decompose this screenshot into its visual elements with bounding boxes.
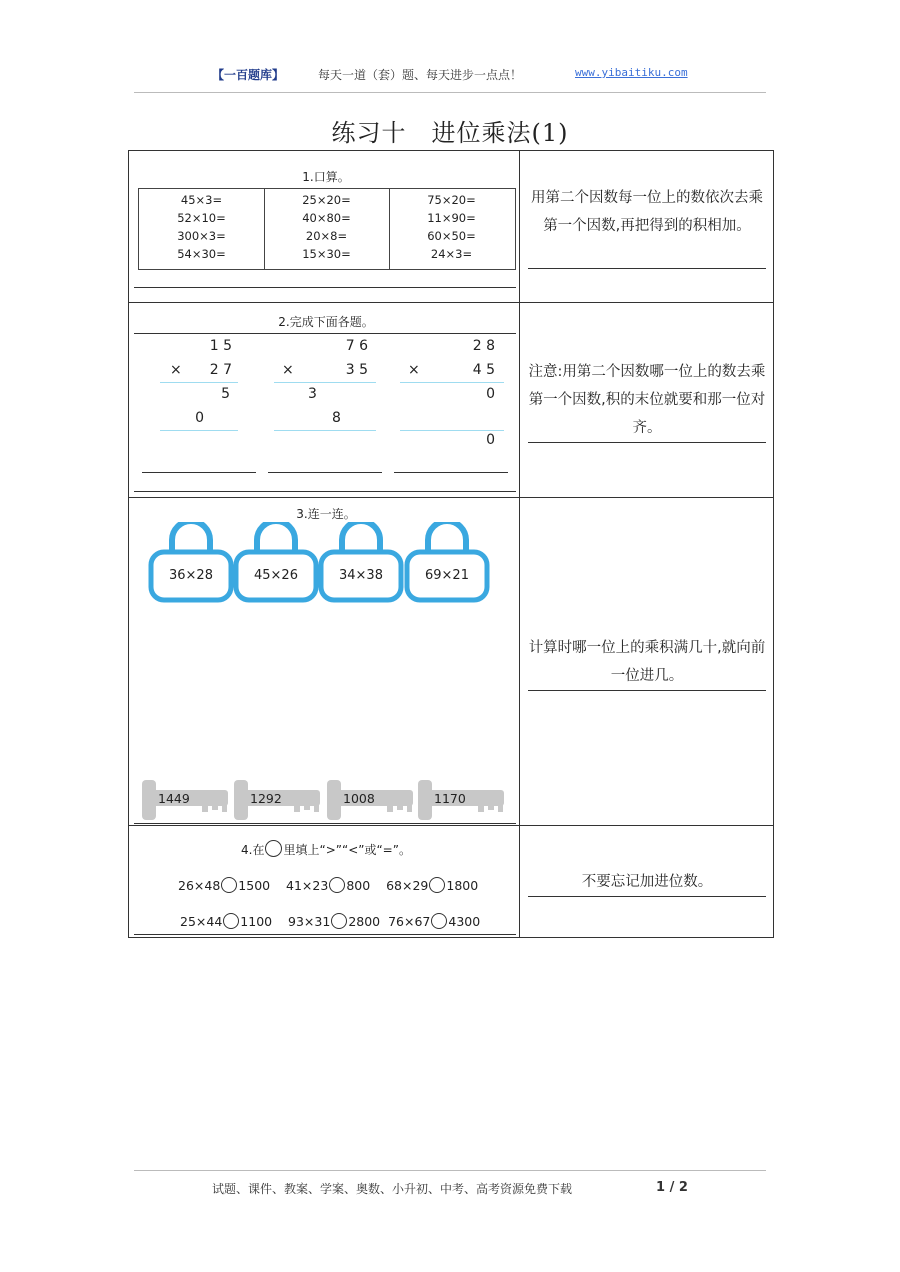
section1-answer-line xyxy=(134,287,516,288)
vertical-multiplication-2: 7 6 × 3 5 3 8 xyxy=(264,336,384,456)
brand-label: 【一百题库】 xyxy=(212,68,285,82)
footer-divider xyxy=(134,1170,766,1171)
header-slogan: 每天一道（套）题、每天进步一点点！ xyxy=(318,68,523,82)
section2-tip: 注意:用第二个因数哪一位上的数去乘第一个因数,积的末位就要和那一位对齐。 xyxy=(528,364,766,436)
key-icon[interactable] xyxy=(142,776,232,822)
mental-math-column-2: 25×20= 40×80= 20×8= 15×30= xyxy=(302,193,351,261)
lock-expression: 34×38 xyxy=(339,568,383,583)
section2-title-underline xyxy=(134,333,516,334)
lock-icon[interactable] xyxy=(148,522,234,604)
section3-tip: 计算时哪一位上的乘积满几十,就向前一位进几。 xyxy=(528,640,766,684)
section4-tip: 不要忘记加进位数。 xyxy=(581,874,713,890)
vertical-multiplication-1: 1 5 × 2 7 5 0 xyxy=(140,336,250,456)
section3-title: 3.连一连。 xyxy=(296,507,356,521)
answer-circle-icon xyxy=(265,840,282,857)
section2-tip-underline xyxy=(528,442,766,443)
vertical-multiplication-3: 2 8 × 4 5 0 0 xyxy=(394,336,509,456)
section2-title: 2.完成下面各题。 xyxy=(278,315,374,329)
table-column-divider xyxy=(519,150,520,937)
lock-icon[interactable] xyxy=(233,522,319,604)
compare-circle-input[interactable] xyxy=(329,877,345,893)
section1-title: 1.口算。 xyxy=(302,170,350,184)
mental-math-grid xyxy=(138,188,516,270)
page-header xyxy=(0,66,900,86)
section3-bottom-line xyxy=(134,823,516,824)
row-divider-3 xyxy=(128,825,773,826)
key-icon[interactable] xyxy=(418,776,508,822)
key-value: 1008 xyxy=(343,791,375,806)
answer-line-1 xyxy=(142,472,256,473)
key-value: 1449 xyxy=(158,791,190,806)
lock-expression: 69×21 xyxy=(425,568,469,583)
mental-math-column-1: 45×3= 52×10= 300×3= 54×30= xyxy=(177,193,226,261)
footer-text: 试题、课件、教案、学案、奥数、小升初、中考、高考资源免费下载 xyxy=(212,1182,573,1196)
section1-tip-underline xyxy=(528,268,766,269)
header-divider xyxy=(134,92,766,93)
lock-icon[interactable] xyxy=(318,522,404,604)
key-value: 1170 xyxy=(434,791,466,806)
section1-tip: 用第二个因数每一位上的数依次去乘第一个因数,再把得到的积相加。 xyxy=(531,190,763,234)
section3-tip-underline xyxy=(528,690,766,691)
section2-bottom-line xyxy=(134,491,516,492)
page-number: 1 / 2 xyxy=(656,1180,688,1195)
compare-circle-input[interactable] xyxy=(221,877,237,893)
compare-row-1: 26×48 1500 41×23 800 68×29 1800 xyxy=(178,878,479,893)
compare-row-2: 25×44 1100 93×31 2800 76×67 4300 xyxy=(180,914,481,929)
compare-circle-input[interactable] xyxy=(431,913,447,929)
row-divider-1 xyxy=(128,302,773,303)
section4-title: 4.在 里填上“>”“<”或“=”。 xyxy=(136,840,516,858)
compare-circle-input[interactable] xyxy=(223,913,239,929)
section4-bottom-line xyxy=(134,934,516,935)
answer-line-2 xyxy=(268,472,382,473)
key-value: 1292 xyxy=(250,791,282,806)
header-url-link[interactable]: www.yibaitiku.com xyxy=(575,66,688,79)
compare-circle-input[interactable] xyxy=(331,913,347,929)
key-icon[interactable] xyxy=(234,776,324,822)
page-title: 练习十 进位乘法(1) xyxy=(331,119,569,147)
answer-line-3 xyxy=(394,472,508,473)
mental-math-column-3: 75×20= 11×90= 60×50= 24×3= xyxy=(427,193,476,261)
lock-icon[interactable] xyxy=(404,522,490,604)
key-icon[interactable] xyxy=(327,776,417,822)
compare-circle-input[interactable] xyxy=(429,877,445,893)
lock-expression: 36×28 xyxy=(169,568,213,583)
row-divider-2 xyxy=(128,497,773,498)
lock-expression: 45×26 xyxy=(254,568,298,583)
section4-tip-underline xyxy=(528,896,766,897)
